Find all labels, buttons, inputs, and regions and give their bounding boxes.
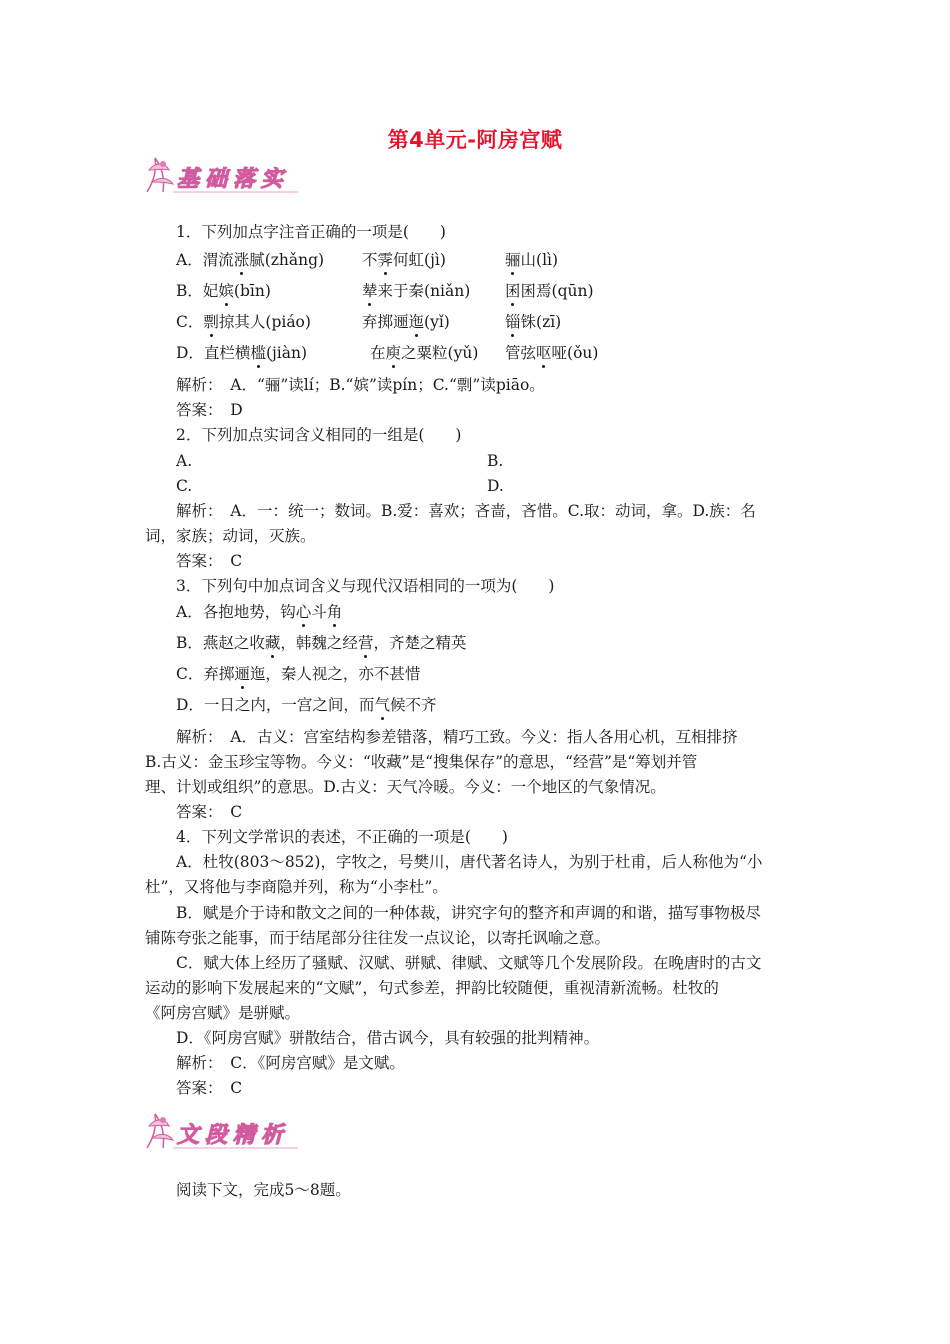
q2-analysis-line2: 词，家族；动词，灭族。 <box>145 527 316 545</box>
q4-option-a-line1: A．杜牧(803～852)，字牧之，号樊川，唐代著名诗人，为别于杜甫，后人称他为“小 <box>176 853 763 871</box>
q1-option-b2: 辇来于秦(niǎn) <box>362 282 471 300</box>
page-title: 第4单元-阿房宫赋 <box>387 128 563 152</box>
q3-option-b: B．燕赵之收藏，韩魏之经营，齐楚之精英 <box>176 634 467 652</box>
q1-option-c1: C．剽掠其人(piáo) <box>176 313 311 331</box>
q4-option-d: D．《阿房宫赋》骈散结合，借古讽今，具有较强的批判精神。 <box>176 1029 600 1047</box>
q1-option-d1: D．直栏横槛(jiàn) <box>176 344 308 362</box>
q3-analysis-line3: 理、计划或组织”的意思。D.古义：天气冷暖。今义：一个地区的气象情况。 <box>145 778 666 796</box>
q1-option-a3: 骊山(lì) <box>505 251 559 269</box>
q1-analysis: 解析： A．“骊”读lí；B.“嫔”读pín；C.“剽”读piāo。 <box>176 376 545 394</box>
q3-option-a: A．各抱地势，钩心斗角 <box>176 603 343 621</box>
q1-option-b3: 囷囷焉(qūn) <box>505 282 594 300</box>
q4-option-c-line1: C．赋大体上经历了骚赋、汉赋、骈赋、律赋、文赋等几个发展阶段。在晚唐时的古文 <box>176 954 762 972</box>
q3-option-d: D．一日之内，一宫之间，而气候不齐 <box>176 696 437 714</box>
q3-option-c: C．弃掷逦迤，秦人视之，亦不甚惜 <box>176 665 421 683</box>
q1-option-c3: 锱铢(zī) <box>505 313 562 331</box>
q1-option-b1: B．妃嫔(bīn) <box>176 282 271 300</box>
q3-stem: 3．下列句中加点词含义与现代汉语相同的一项为( ) <box>176 577 555 595</box>
q1-option-a2: 不霁何虹(jì) <box>362 251 446 269</box>
q2-option-b: B. <box>487 452 504 470</box>
section-banner-basics <box>143 152 303 198</box>
q3-analysis-line2: B.古义：金玉珍宝等物。今义：“收藏”是“搜集保存”的意思，“经营”是“筹划并管 <box>145 753 698 771</box>
q2-option-d: D. <box>487 477 504 495</box>
banner-label: 基础落实 <box>177 166 290 192</box>
reading-instruction: 阅读下文，完成5～8题。 <box>176 1181 351 1199</box>
q2-analysis-line1: 解析： A．一：统一；数词。B.爱：喜欢；吝啬，吝惜。C.取：动词，拿。D.族：名 <box>176 502 756 520</box>
q1-answer: 答案： D <box>176 401 243 419</box>
q2-stem: 2．下列加点实词含义相同的一组是( ) <box>176 426 462 444</box>
q1-option-a1: A．渭流涨腻(zhǎng) <box>176 251 325 269</box>
q1-option-d2: 在庾之粟粒(yǔ) <box>370 344 479 362</box>
q4-analysis: 解析： C．《阿房宫赋》是文赋。 <box>176 1054 405 1072</box>
q4-option-b-line2: 铺陈夸张之能事，而于结尾部分往往发一点议论，以寄托讽喻之意。 <box>145 929 611 947</box>
q1-stem: 1．下列加点字注音正确的一项是( ) <box>176 223 446 241</box>
q1-option-d3: 管弦呕哑(ǒu) <box>505 344 599 362</box>
q4-option-a-line2: 杜”，又将他与李商隐并列，称为“小李杜”。 <box>145 878 448 896</box>
q4-option-c-line2: 运动的影响下发展起来的“文赋”，句式参差，押韵比较随便，重视清新流畅。杜牧的 <box>145 979 719 997</box>
banner-label: 文段精析 <box>177 1122 290 1148</box>
q1-option-c2: 弃掷逦迤(yǐ) <box>362 313 450 331</box>
q4-answer: 答案： C <box>176 1079 243 1097</box>
q4-option-c-line3: 《阿房宫赋》是骈赋。 <box>145 1004 301 1022</box>
q4-option-b-line1: B．赋是介于诗和散文之间的一种体裁，讲究字句的整齐和声调的和谐，描写事物极尽 <box>176 904 761 922</box>
q2-option-a: A. <box>176 452 193 470</box>
q3-answer: 答案： C <box>176 803 243 821</box>
section-banner-passage <box>143 1108 303 1154</box>
q4-stem: 4．下列文学常识的表述，不正确的一项是( ) <box>176 828 508 846</box>
q3-analysis-line1: 解析： A．古义：宫室结构参差错落，精巧工致。今义：指人各用心机，互相排挤 <box>176 728 738 746</box>
q2-answer: 答案： C <box>176 552 243 570</box>
q2-option-c: C. <box>176 477 193 495</box>
